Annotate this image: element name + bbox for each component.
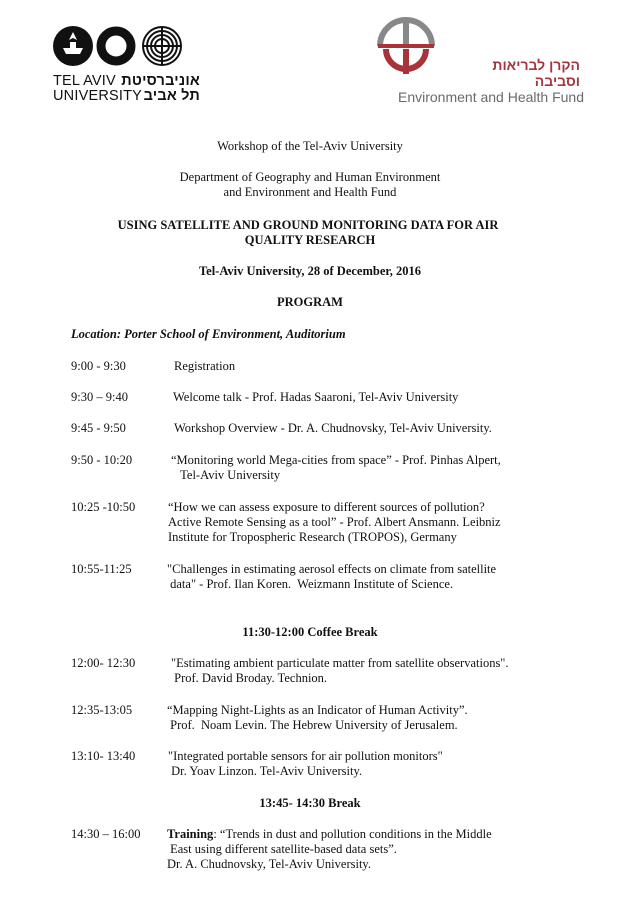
row-time: 9:50 - 10:20 xyxy=(71,453,133,467)
date-line: Tel-Aviv University, 28 of December, 2016 xyxy=(198,264,422,278)
row-desc: Workshop Overview - Dr. A. Chudnovsky, Tel-Aviv University. xyxy=(174,421,492,435)
row-desc: Welcome talk - Prof. Hadas Saaroni, Tel-Aviv University xyxy=(173,390,459,404)
training-label: Training xyxy=(167,827,214,841)
row-desc: Prof. Noam Levin. The Hebrew University of Jerusalem. xyxy=(167,718,458,732)
row-desc: Prof. David Broday. Technion. xyxy=(171,671,328,685)
row-desc: “Monitoring world Mega-cities from space” - Prof. Pinhas Alpert, xyxy=(171,453,501,467)
ehf-name-en: Environment and Health Fund xyxy=(398,89,584,105)
workshop-line: Workshop of the Tel-Aviv University xyxy=(217,139,403,153)
row-desc: data" - Prof. Ilan Koren. Weizmann Institute of Science. xyxy=(167,577,454,591)
row-desc: Registration xyxy=(174,359,236,373)
row-time: 10:25 -10:50 xyxy=(71,500,136,514)
ehf-logo xyxy=(376,16,586,111)
row-time: 9:45 - 9:50 xyxy=(71,421,126,435)
row-time: 14:30 – 16:00 xyxy=(71,827,141,841)
row-desc: “Mapping Night-Lights as an Indicator of Human Activity”. xyxy=(167,703,468,717)
row-time: 13:10- 13:40 xyxy=(71,749,136,763)
row-desc: Tel-Aviv University xyxy=(171,467,281,482)
schedule-row xyxy=(71,703,611,733)
tau-name-en-2: UNIVERSITY xyxy=(53,88,143,104)
tau-name-en-1: TEL AVIV xyxy=(53,73,116,89)
program-heading: PROGRAM xyxy=(277,295,343,309)
row-desc: Institute for Tropospheric Research (TROPOS), Germany xyxy=(168,530,457,544)
title-line-1: USING SATELLITE AND GROUND MONITORING DATA FOR AIR xyxy=(117,218,499,232)
row-desc: Dr. Yoav Linzon. Tel-Aviv University. xyxy=(168,764,363,778)
ehf-name-he: הקרן לבריאות וסביבה xyxy=(492,57,580,89)
training-desc: East using different satellite-based data sets”. xyxy=(167,842,397,856)
row-time: 9:30 – 9:40 xyxy=(71,390,128,404)
row-desc: Active Remote Sensing as a tool” - Prof. Albert Ansmann. Leibniz xyxy=(168,515,501,529)
schedule-row xyxy=(71,500,611,545)
training-row xyxy=(71,827,611,872)
ehf-logo-mark-icon xyxy=(376,16,440,78)
row-desc: "Challenges in estimating aerosol effects on climate from satellite xyxy=(167,562,497,576)
training-presenter: Dr. A. Chudnovsky, Tel-Aviv University. xyxy=(167,857,371,871)
tau-logo xyxy=(50,22,200,112)
tau-name-he-2: תל אביב xyxy=(143,88,200,104)
row-desc: "Estimating ambient particulate matter from satellite observations". xyxy=(171,656,509,670)
training-title: : “Trends in dust and pollution conditions in the Middle xyxy=(213,827,492,841)
row-time: 10:55-11:25 xyxy=(71,562,132,576)
row-time: 12:00- 12:30 xyxy=(71,656,136,670)
row-desc: "Integrated portable sensors for air pollution monitors" xyxy=(168,749,443,763)
schedule-row xyxy=(71,656,611,686)
schedule-row xyxy=(71,453,611,483)
row-desc: “How we can assess exposure to different sources of pollution? xyxy=(168,500,485,514)
lunch-break: 13:45- 14:30 Break xyxy=(259,796,361,810)
tau-logo-mark-icon xyxy=(50,22,200,72)
schedule-row xyxy=(71,562,611,592)
fund-line: and Environment and Health Fund xyxy=(223,185,397,199)
tau-name-he-1: אוניברסיטת xyxy=(121,73,200,89)
row-time: 9:00 - 9:30 xyxy=(71,359,126,373)
title-line-2: QUALITY RESEARCH xyxy=(244,233,376,247)
department-line: Department of Geography and Human Environment xyxy=(179,170,441,184)
location-line: Location: Porter School of Environment, Auditorium xyxy=(71,327,346,341)
schedule-row xyxy=(71,749,611,779)
coffee-break: 11:30-12:00 Coffee Break xyxy=(242,625,378,639)
row-time: 12:35-13:05 xyxy=(71,703,133,717)
